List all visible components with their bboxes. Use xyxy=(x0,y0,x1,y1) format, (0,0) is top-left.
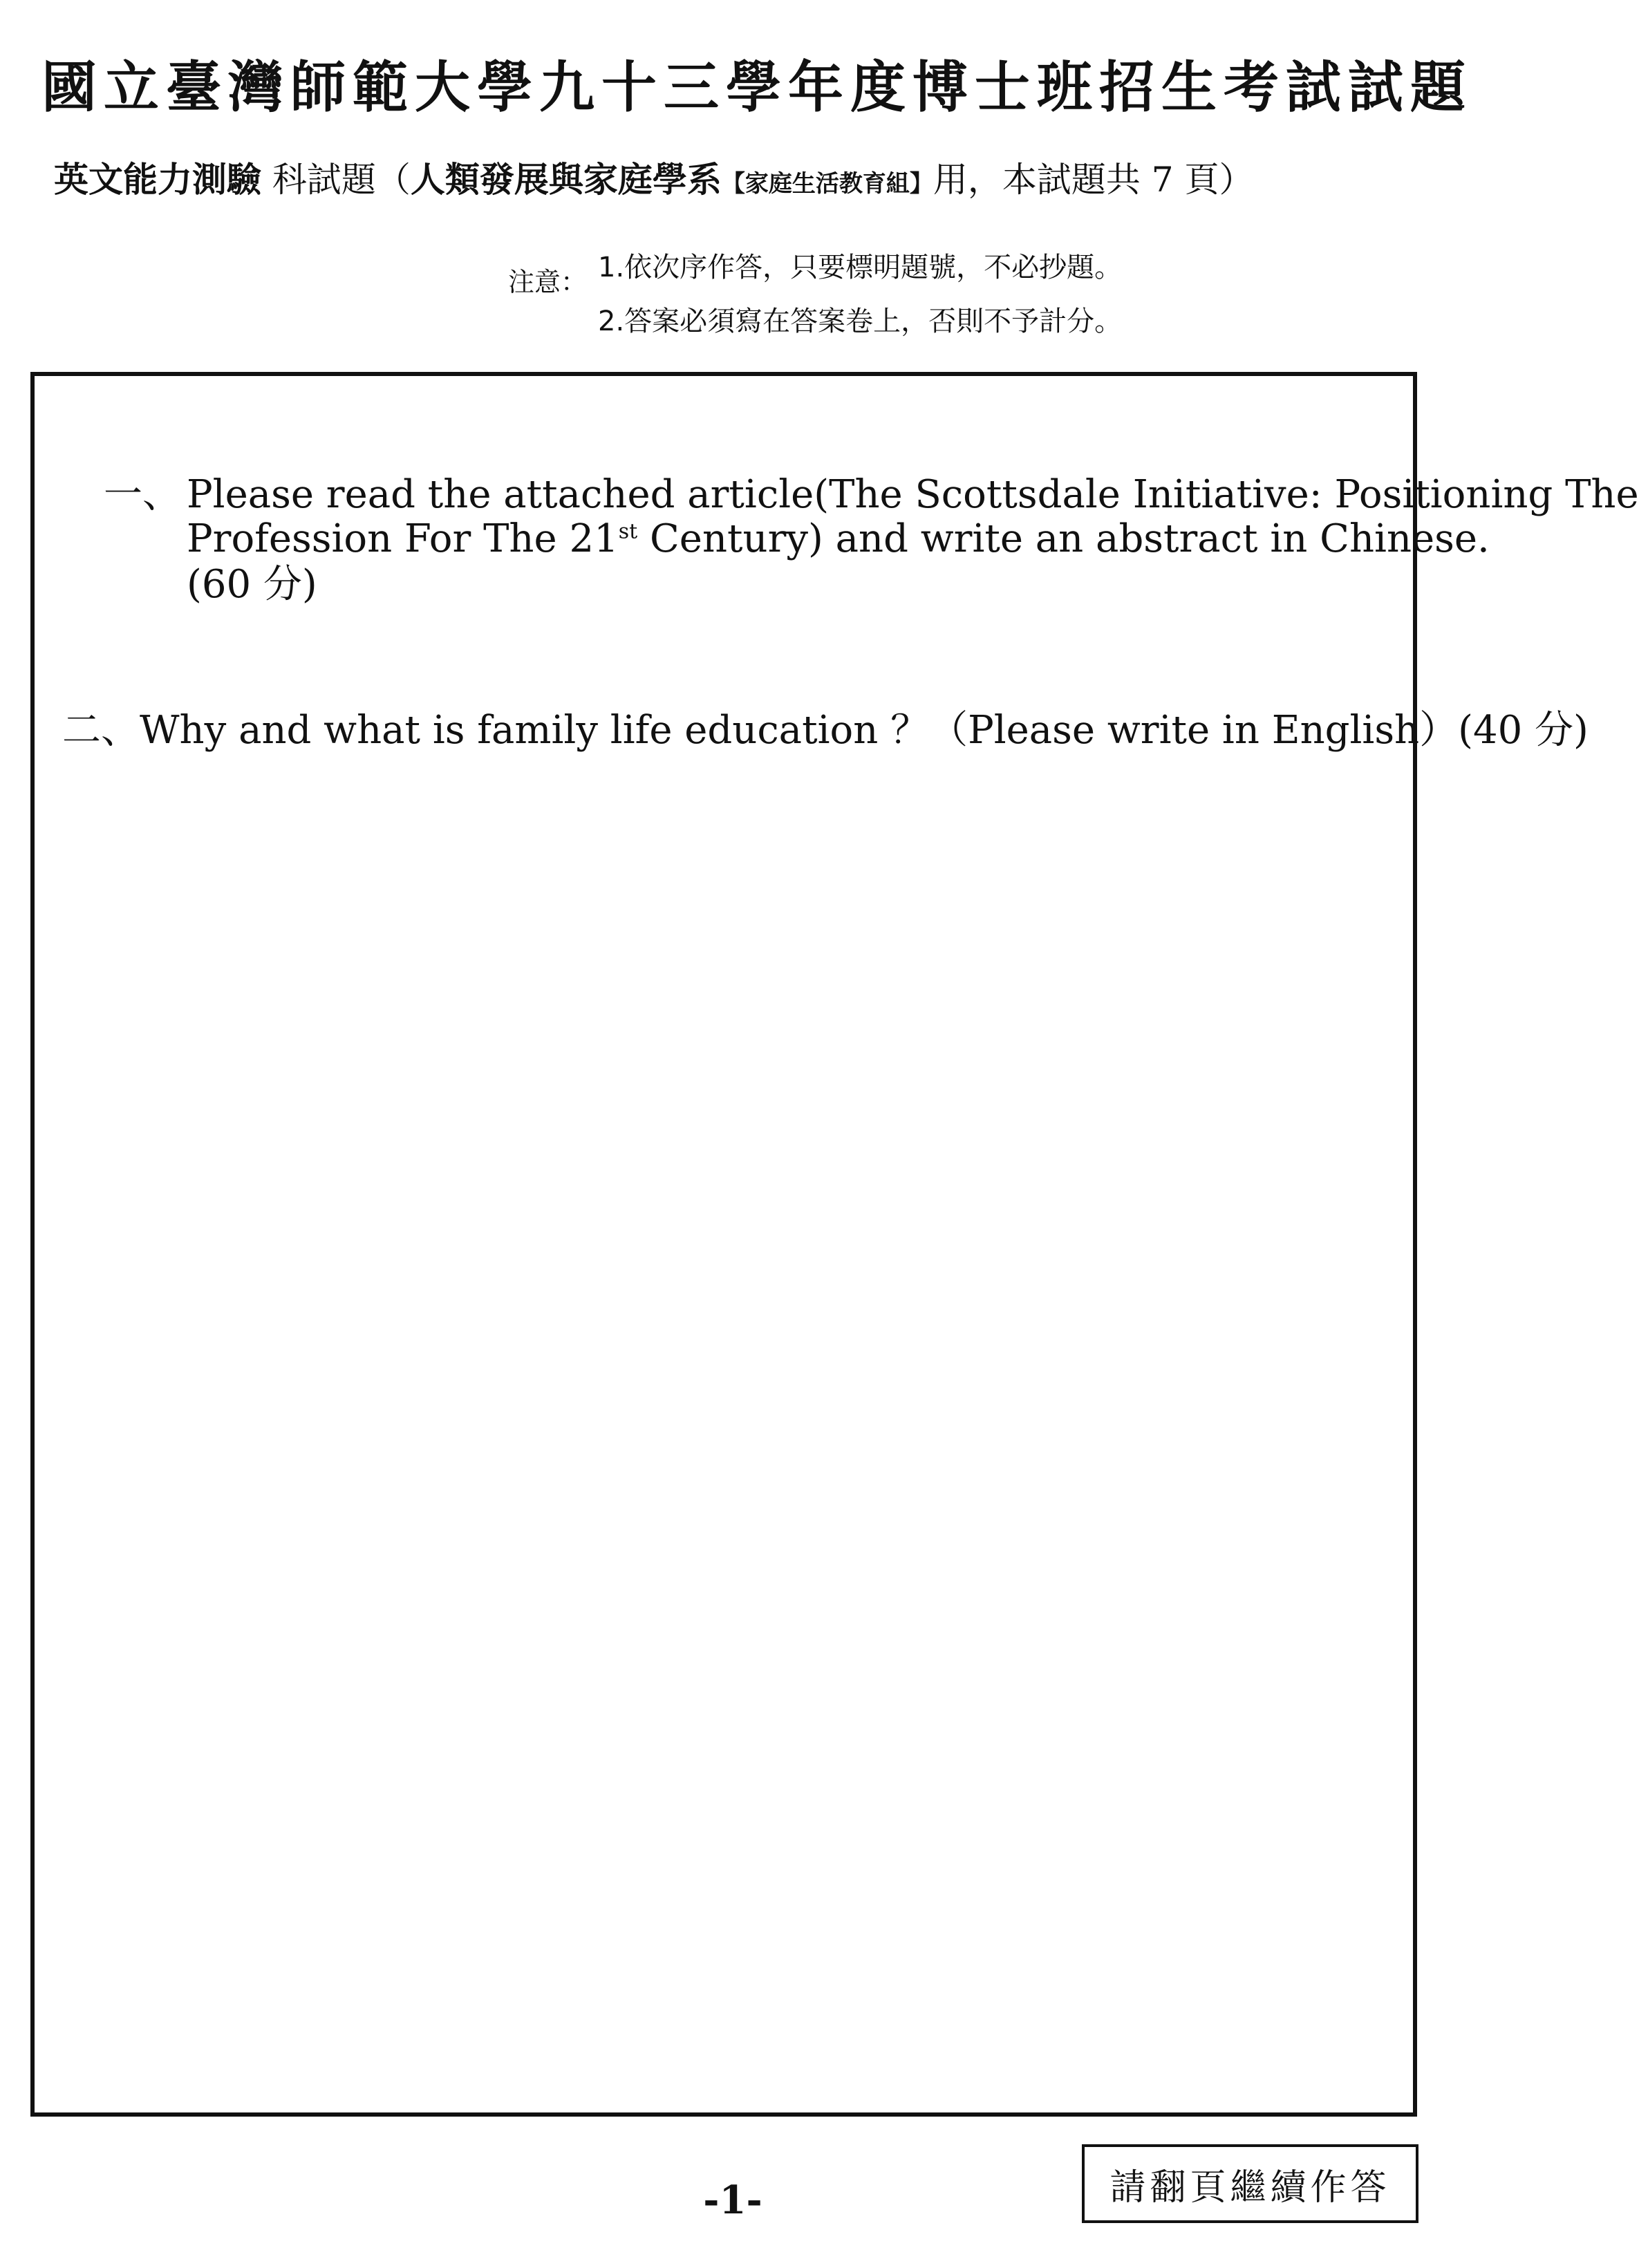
question-1-line-2-post: Century) and write an abstract in Chinese. xyxy=(637,516,1490,561)
exam-subtitle xyxy=(54,152,1436,202)
department-name: 人類發展與家庭學系 xyxy=(410,159,722,200)
subject-name: 英文能力測驗 xyxy=(54,159,261,200)
question-1-line-2 xyxy=(187,517,1490,561)
turn-page-notice: 請翻頁繼續作答 xyxy=(1082,2144,1418,2223)
exam-title: 國立臺灣師範大學九十三學年度博士班招生考試試題 xyxy=(41,55,1472,120)
question-frame xyxy=(30,372,1639,2117)
question-2: 二、Why and what is family life education ？（Please write in English）(40 分) xyxy=(62,708,1589,753)
note-item-2: 2.答案必須寫在答案卷上，否則不予計分。 xyxy=(598,306,1123,337)
question-1-line-2-pre: Profession For The 21 xyxy=(187,516,619,561)
question-1-score: (60 分) xyxy=(187,562,317,607)
page-number: -1- xyxy=(703,2177,762,2223)
note-item-1: 1.依次序作答，只要標明題號，不必抄題。 xyxy=(598,252,1123,283)
question-1-number: 一、 xyxy=(104,472,181,517)
usage-pages: 用，本試題共 7 頁） xyxy=(933,160,1254,200)
subject-suffix: 科試題（ xyxy=(261,160,411,200)
ordinal-superscript: st xyxy=(618,519,638,544)
notes-label: 注意： xyxy=(508,267,588,297)
group-name: 【家庭生活教育組】 xyxy=(721,170,933,198)
question-1-line-1: Please read the attached article(The Scottsdale Initiative: Positioning The xyxy=(187,472,1639,517)
